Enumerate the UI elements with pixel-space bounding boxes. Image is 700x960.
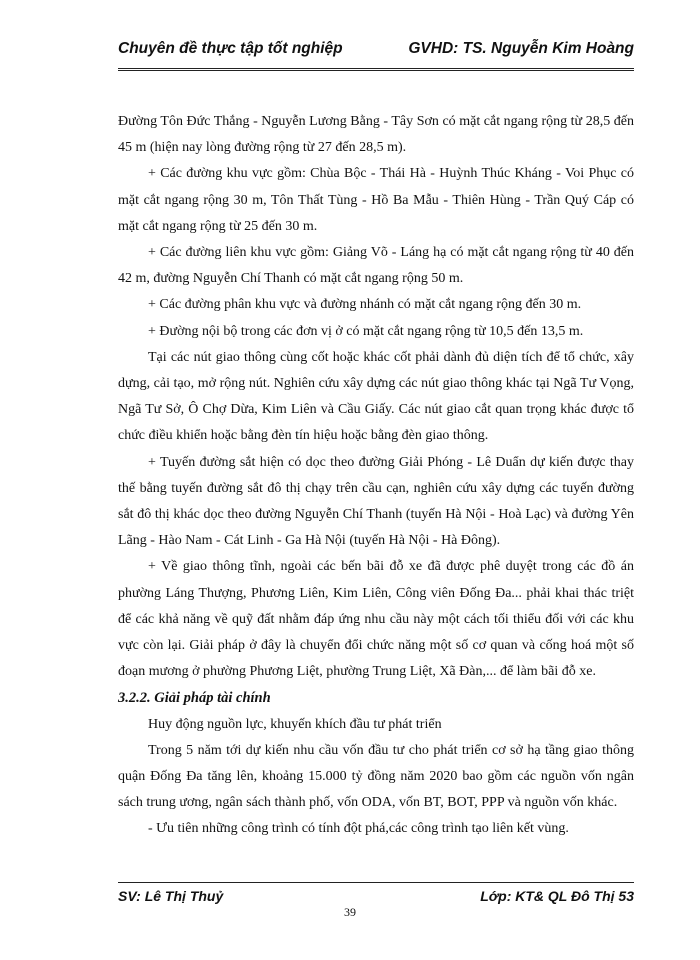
- paragraph-8: + Về giao thông tĩnh, ngoài các bến bãi đỗ xe đã được phê duyệt trong các đồ án phường Láng Thượng, Phương Liên, Kim Liên, Công viên Đống Đa... phải khai thác triệt để các khả năng về quỹ đất nhằm đáp ứng nhu cầu này một cách tối thiểu đối với các khu vực còn lại. Giải pháp ở đây là chuyển đổi chức năng một số cơ quan và cống hoá một số đoạn mương ở phường Phương Liệt, phường Trung Liệt, Xã Đàn,... để làm bãi đỗ xe.: [118, 559, 634, 680]
- paragraph-10: Trong 5 năm tới dự kiến nhu cầu vốn đầu tư cho phát triển cơ sở hạ tầng giao thông quận Đống Đa tăng lên, khoảng 15.000 tỷ đồng năm 2020 bao gồm các nguồn vốn ngân sách trung ương, ngân sách thành phố, vốn ODA, vốn BT, BOT, PPP và nguồn vốn khác.: [118, 742, 634, 811]
- footer-class: Lớp: KT& QL Đô Thị 53: [480, 888, 634, 904]
- header-right-advisor: GVHD: TS. Nguyễn Kim Hoàng: [408, 40, 634, 57]
- footer-student: SV: Lê Thị Thuỷ: [118, 888, 224, 904]
- paragraph-2: + Các đường khu vực gồm: Chùa Bộc - Thái Hà - Huỳnh Thúc Kháng - Voi Phục có mặt cắt ngang rộng 30 m, Tôn Thất Tùng - Hồ Ba Mẫu - Thiên Hùng - Trần Quý Cáp có mặt cắt ngang rộng từ 25 đến 30 m.: [118, 166, 634, 234]
- paragraph-11: - Ưu tiên những công trình có tính đột phá,các công trình tạo liên kết vùng.: [148, 821, 569, 837]
- section-heading: 3.2.2. Giải pháp tài chính: [118, 690, 271, 707]
- paragraph-9: Huy động nguồn lực, khuyến khích đầu tư phát triển: [148, 716, 442, 732]
- header-left-title: Chuyên đề thực tập tốt nghiệp: [118, 40, 343, 57]
- paragraph-1: Đường Tôn Đức Thắng - Nguyễn Lương Bằng - Tây Sơn có mặt cắt ngang rộng từ 28,5 đến 45 m (hiện nay lòng đường rộng từ 27 đến 28,5 m).: [118, 114, 634, 156]
- document-body: [118, 109, 634, 843]
- paragraph-5: + Đường nội bộ trong các đơn vị ở có mặt cắt ngang rộng từ 10,5 đến 13,5 m.: [148, 323, 584, 339]
- page-header: [118, 34, 634, 71]
- page-number: 39: [344, 905, 356, 919]
- paragraph-7: + Tuyến đường sắt hiện có dọc theo đường Giải Phóng - Lê Duẩn dự kiến được thay thế bằng tuyến đường sắt đô thị chạy trên cầu cạn, nghiên cứu xây dựng các tuyến đường sắt đô thị khác dọc theo đường Nguyễn Chí Thanh (tuyến Hà Nội - Hoà Lạc) và đường Yên Lãng - Hào Nam - Cát Linh - Ga Hà Nội (tuyến Hà Nội - Hà Đông).: [118, 454, 634, 549]
- footer-divider: [118, 882, 634, 883]
- paragraph-3: + Các đường liên khu vực gồm: Giảng Võ - Láng hạ có mặt cắt ngang rộng từ 40 đến 42 m, đường Nguyễn Chí Thanh có mặt cắt ngang rộng 50 m.: [118, 245, 634, 287]
- paragraph-4: + Các đường phân khu vực và đường nhánh có mặt cắt ngang rộng đến 30 m.: [148, 297, 582, 313]
- paragraph-6: Tại các nút giao thông cùng cốt hoặc khác cốt phải dành đủ diện tích để tổ chức, xây dựng, cải tạo, mở rộng nút. Nghiên cứu xây dựng các nút giao thông khác tại Ngã Tư Vọng, Ngã Tư Sở, Ô Chợ Dừa, Kim Liên và Cầu Giấy. Các nút giao cắt quan trọng khác được tổ chức điều khiển hoặc bằng đèn tín hiệu hoặc bằng đèn giao thông.: [118, 349, 634, 444]
